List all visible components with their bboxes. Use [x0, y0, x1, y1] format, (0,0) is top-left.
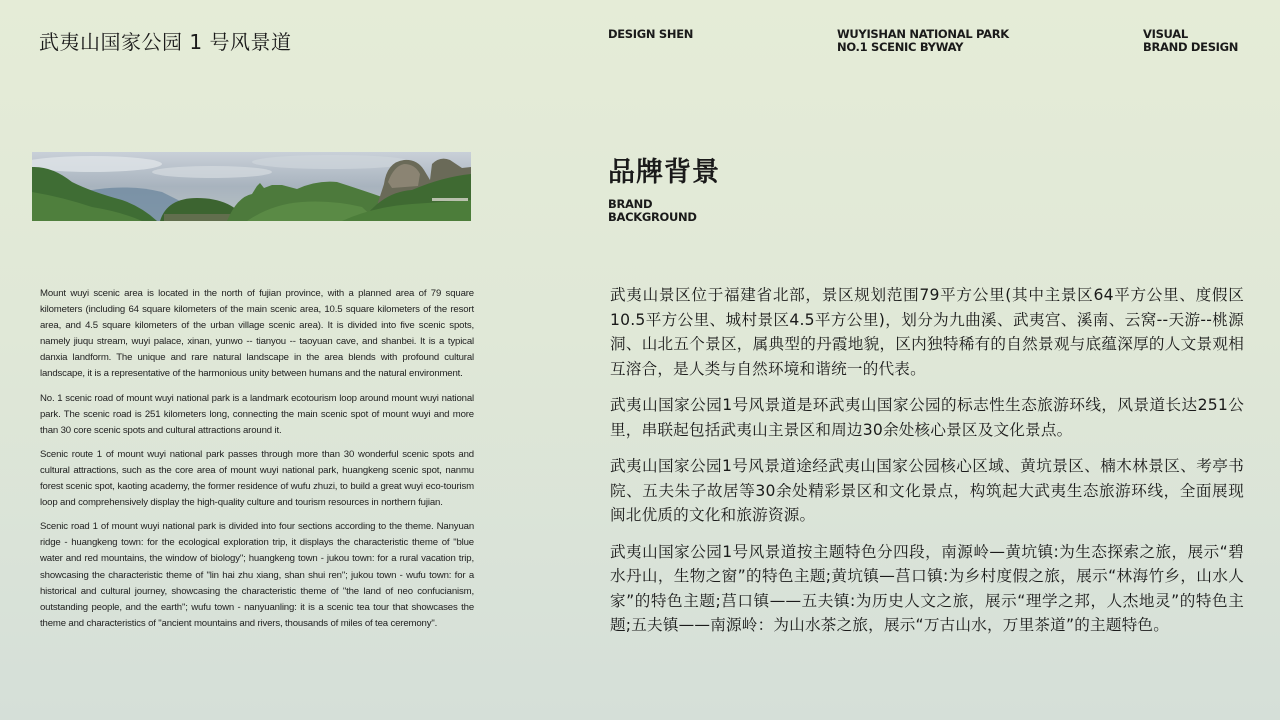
page-title: 武夷山国家公园 1 号风景道: [39, 30, 292, 54]
header-label-line: DESIGN SHEN: [608, 27, 694, 41]
chinese-paragraph: 武夷山国家公园1号风景道是环武夷山国家公园的标志性生态旅游环线，风景道长达251公里，串联起包括武夷山主景区和周边30余处核心景区及文化景点。: [610, 396, 1244, 439]
header-label-project: [837, 28, 1009, 54]
section-title: 品牌背景: [608, 157, 720, 188]
mountain-landscape-illustration: [32, 152, 471, 221]
section-subtitle: [608, 198, 697, 224]
section-subtitle-line: BRAND: [608, 197, 653, 211]
english-paragraph: No. 1 scenic road of mount wuyi national park is a landmark ecotourism loop around mount wuyi national park. The scenic road is 251 kilometers long, connecting the main scenic spot of mount wuyi and more than 30 core scenic spots and cultural attractions around it.: [40, 392, 474, 436]
chinese-paragraph: 武夷山国家公园1号风景道途经武夷山国家公园核心区域、黄坑景区、楠木林景区、考亭书院、五夫朱子故居等30余处精彩景区和文化景点，构筑起大武夷生态旅游环线，全面展现闽北优质的文化和旅游资源。: [610, 457, 1244, 524]
english-paragraph: Mount wuyi scenic area is located in the north of fujian province, with a planned area of 79 square kilometers (including 64 square kilometers of the main scenic area, 10.5 square kilometers of the resort area, and 4.5 square kilometers of the urban village scenic area). It is divided into five scenic spots, namely jiuqu stream, wuyi palace, xinan, yunwo -- tianyou -- taoyuan cave, and shanbei. It is a typical danxia landform. The unique and rare natural landscape in the area blends with profound cultural landscape, it is a representative of the harmonious unity between humans and the natural environment.: [40, 288, 474, 380]
english-description: [40, 286, 474, 640]
header-label-designer: [608, 28, 693, 41]
landscape-banner-image: [32, 152, 471, 221]
english-paragraph: Scenic road 1 of mount wuyi national park is divided into four sections according to the theme. Nanyuan ridge - huangkeng town: for the ecological exploration trip, it displays the characteristic theme of "blue water and red mountains, the window of biology"; huangkeng town - jukou town: for a rural vacation trip, showcasing the characteristic theme of "lin hai zhu xiang, shan shui ren"; jukou town - wufu town: for a historical and cultural journey, showcasing the characteristic theme of "the land of neo confucianism, outstanding people, and the earth"; wufu town - nanyuanling: it is a scenic tea tour that showcases the theme and characteristics of "ancient mountains and rivers, thousands of miles of tea ceremony".: [40, 521, 474, 629]
english-paragraph: Scenic route 1 of mount wuyi national park passes through more than 30 wonderful scenic spots and cultural attractions, such as the core area of mount wuyi national park, huangkeng scenic spot, nanmu forest scenic spot, kaoting academy, the former residence of wufu zhuzi, to build a great wuyi eco-tourism loop and comprehensively display the high-quality culture and tourism resources in northern fujian.: [40, 448, 474, 509]
chinese-paragraph: 武夷山景区位于福建省北部，景区规划范围79平方公里(其中主景区64平方公里、度假区10.5平方公里、城村景区4.5平方公里)，划分为九曲溪、武夷宫、溪南、云窝--天游--桃源洞、山北五个景区，属典型的丹霞地貌，区内独特稀有的自然景观与底蕴深厚的人文景观相互溶合，是人类与自然环境和谐统一的代表。: [610, 286, 1244, 378]
header-label-line: BRAND DESIGN: [1143, 40, 1239, 54]
section-subtitle-line: BACKGROUND: [608, 210, 697, 224]
header-label-line: VISUAL: [1143, 27, 1188, 41]
header-label-line: WUYISHAN NATIONAL PARK: [837, 27, 1009, 41]
chinese-paragraph: 武夷山国家公园1号风景道按主题特色分四段，南源岭—黄坑镇:为生态探索之旅，展示“碧水丹山，生物之窗”的特色主题;黄坑镇—莒口镇:为乡村度假之旅，展示“林海竹乡，山水人家”的特色主题;莒口镇——五夫镇:为历史人文之旅，展示“理学之邦，人杰地灵”的特色主题;五夫镇——南源岭：为山水茶之旅，展示“万古山水，万里茶道”的主题特色。: [610, 542, 1244, 634]
chinese-description: [610, 283, 1244, 650]
header-label-line: NO.1 SCENIC BYWAY: [837, 40, 964, 54]
header-label-category: [1143, 28, 1238, 54]
